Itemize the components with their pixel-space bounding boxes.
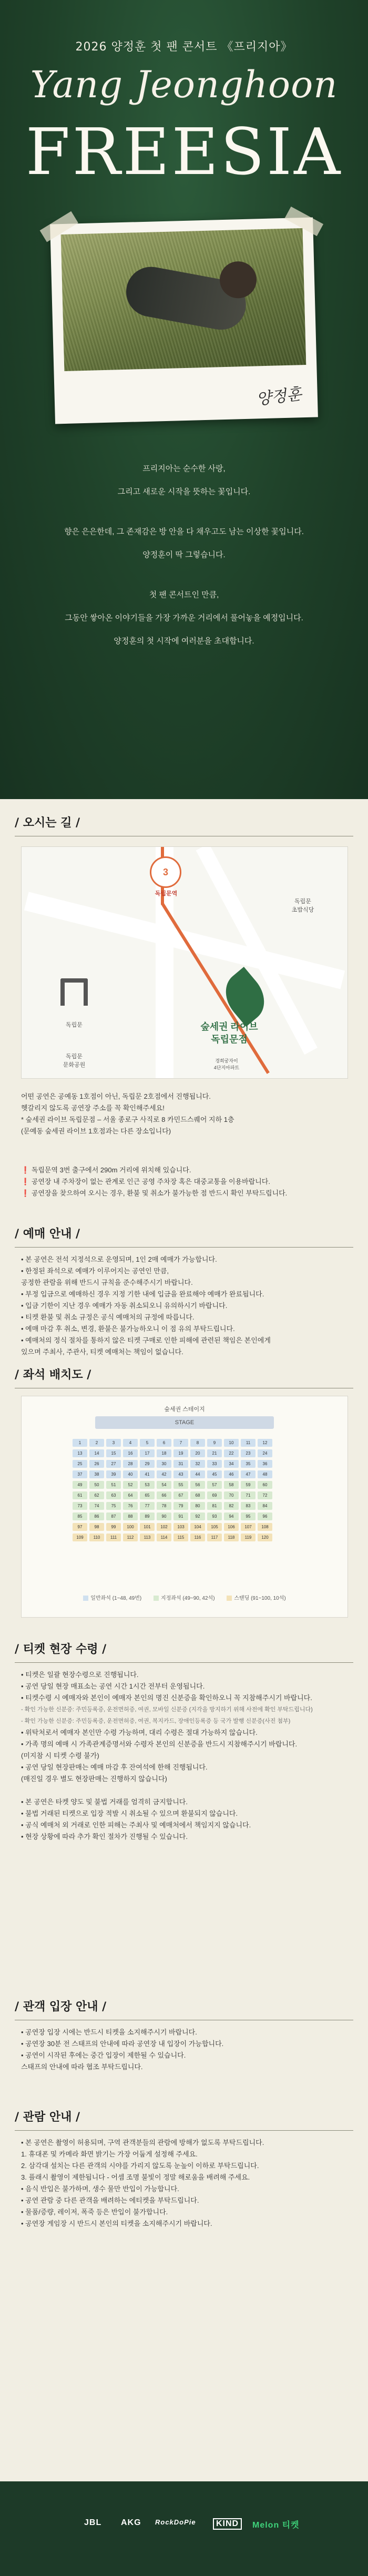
seat: 100 bbox=[123, 1523, 138, 1531]
seat: 73 bbox=[73, 1502, 87, 1510]
seat: 113 bbox=[140, 1534, 155, 1541]
seat: 6 bbox=[157, 1439, 171, 1447]
artist-photo bbox=[61, 228, 306, 371]
seat: 101 bbox=[140, 1523, 155, 1531]
seat: 114 bbox=[157, 1534, 171, 1541]
seat: 56 bbox=[190, 1481, 205, 1489]
seat: 9 bbox=[207, 1439, 222, 1447]
seat: 4 bbox=[123, 1439, 138, 1447]
seat: 102 bbox=[157, 1523, 171, 1531]
seat: 77 bbox=[140, 1502, 155, 1510]
station-label: 독립문역 bbox=[155, 891, 178, 897]
seat: 32 bbox=[190, 1460, 205, 1468]
seat: 10 bbox=[224, 1439, 239, 1447]
venue-label: 숲세권 라이브 독립문점 bbox=[200, 1021, 258, 1045]
footer bbox=[0, 2481, 368, 2576]
booking-text: • 본 공연은 전석 지정석으로 운영되며, 1인 2매 예매가 가능합니다. • 한정된 좌석으로 예매가 이루어지는 공연인 만큼, 공정한 관람을 위해 반드시 규칙을 준수해주시기 바랍니다. • 부정 입금으로 예매하신 경우 지정 기한 내에 입금을 완료해야 예매가 완료됩니다. • 입금 기한이 지난 경우 예매가 자동 취소되오니 유의하시기 바랍니다. • 티켓 환불 및 취소 규정은 공식 예매처의 규정에 따릅니다. • 예매 마감 후 취소, 변경, 환불은 불가능하오니 이 점 유의 부탁드립니다. • 예매처의 정식 절차를 통하지 않은 티켓 구매로 인한 피해에 관련된 책임은 본인에게 있으며 주최사, 주관사, 티켓 예매처는 책임이 없습니다. bbox=[21, 1255, 271, 1356]
seating-title: / 좌석 배치도 / bbox=[15, 1368, 91, 1382]
seat: 69 bbox=[207, 1491, 222, 1499]
seat: 79 bbox=[173, 1502, 188, 1510]
seat: 27 bbox=[106, 1460, 121, 1468]
seat: 3 bbox=[106, 1439, 121, 1447]
seat: 92 bbox=[190, 1512, 205, 1520]
brand-jbl: JBL bbox=[84, 2518, 102, 2527]
seat: 109 bbox=[73, 1534, 87, 1541]
exit-number: 3 bbox=[150, 856, 181, 888]
ticket-text: • 티켓은 일괄 현장수령으로 진행됩니다. • 공연 당일 현장 매표소는 공연 시간 1시간 전부터 운영됩니다. • 티켓수령 시 예매자와 본인이 예매자 본인의 명진 신분증을 확인하오니 꼭 지참해주시기 바랍니다. - 확인 가능한 신분증: 주민등록증, 운전면허증, 여권, 모바일 신분증 (지각을 방지하기 위해 사전에 확인 부탁드립니다) - 확인 가능한 신분증: 주민등록증, 운전면허증, 여권, 복지카드, 장애인등록증 등 국가 발행 신분증(사진 첨부) • 위탁처로서 예매자 본인만 수령 가능하며, 대리 수령은 절대 가능하지 않습니다. • 가족 명의 예매 시 가족관계증명서와 수령자 본인의 신분증을 반드시 지참해주시기 바랍니다. (미지참 시 티켓 수령 불가) • 공연 당일 현장판매는 예매 마감 후 잔여석에 한해 진행됩니다. (매진일 경우 별도 현장판매는 진행하지 않습니다) • 본 공연은 타켓 양도 및 불법 거래를 엄격히 금지합니다. • 불법 거래된 티켓으로 입장 적발 시 취소될 수 있으며 환불되지 않습니다. • 공식 예매처 외 거래로 인한 피해는 주최사 및 예매처에서 책임지지 않습니다. • 현장 상황에 따라 추가 확인 절차가 진행될 수 있습니다. bbox=[21, 1671, 313, 1841]
viewing-title: / 관람 안내 / bbox=[15, 2111, 80, 2124]
seat: 88 bbox=[123, 1512, 138, 1520]
hall-label: 독립문 문화공원 bbox=[63, 1054, 86, 1068]
divider bbox=[15, 1247, 353, 1248]
seat: 45 bbox=[207, 1470, 222, 1478]
seat: 37 bbox=[73, 1470, 87, 1478]
seat: 28 bbox=[123, 1460, 138, 1468]
seat: 111 bbox=[106, 1534, 121, 1541]
seat: 39 bbox=[106, 1470, 121, 1478]
seat: 104 bbox=[190, 1523, 205, 1531]
seat: 83 bbox=[241, 1502, 255, 1510]
directions-notes: ❗ 독립문역 3번 출구에서 290m 거리에 위치해 있습니다. ❗ 공연장 내 주차장이 없는 관계로 인근 공영 주차장 혹은 대중교통을 이용바랍니다. ❗ 공연장을 찾으하여 오시는 경우, 환불 및 취소가 불가능한 점 반드시 확인 부탁드립니다. bbox=[21, 1166, 288, 1197]
intro-paragraph-2: 향은 은은한데, 그 존재감은 방 안을 다 채우고도 남는 이상한 꽃입니다. 양정훈이 딱 그렇습니다. bbox=[64, 527, 304, 559]
seat: 70 bbox=[224, 1491, 239, 1499]
seat: 61 bbox=[73, 1491, 87, 1499]
seat: 36 bbox=[258, 1460, 272, 1468]
seat: 84 bbox=[258, 1502, 272, 1510]
seat: 14 bbox=[89, 1449, 104, 1457]
seat: 85 bbox=[73, 1512, 87, 1520]
seat: 98 bbox=[89, 1523, 104, 1531]
seat: 5 bbox=[140, 1439, 155, 1447]
seat: 49 bbox=[73, 1481, 87, 1489]
gate-label: 독립문 bbox=[66, 1022, 83, 1028]
seat: 57 bbox=[207, 1481, 222, 1489]
seat-grid bbox=[71, 1437, 298, 1542]
seat: 11 bbox=[241, 1439, 255, 1447]
seat: 48 bbox=[258, 1470, 272, 1478]
signature: 양정훈 bbox=[255, 384, 303, 409]
gate-icon bbox=[53, 978, 95, 1015]
seat: 31 bbox=[173, 1460, 188, 1468]
seat: 107 bbox=[241, 1523, 255, 1531]
seat: 29 bbox=[140, 1460, 155, 1468]
seat: 46 bbox=[224, 1470, 239, 1478]
seat: 117 bbox=[207, 1534, 222, 1541]
seat: 26 bbox=[89, 1460, 104, 1468]
seat: 13 bbox=[73, 1449, 87, 1457]
seat: 72 bbox=[258, 1491, 272, 1499]
seat: 112 bbox=[123, 1534, 138, 1541]
seat: 119 bbox=[241, 1534, 255, 1541]
seat: 16 bbox=[123, 1449, 138, 1457]
event-header: 2026 양정훈 첫 팬 콘서트 《프리지아》 bbox=[75, 40, 293, 54]
seat: 34 bbox=[224, 1460, 239, 1468]
seat: 96 bbox=[258, 1512, 272, 1520]
seat: 2 bbox=[89, 1439, 104, 1447]
seat: 52 bbox=[123, 1481, 138, 1489]
seat: 44 bbox=[190, 1470, 205, 1478]
divider bbox=[15, 2130, 353, 2131]
seat: 65 bbox=[140, 1491, 155, 1499]
seat: 22 bbox=[224, 1449, 239, 1457]
seat: 53 bbox=[140, 1481, 155, 1489]
seat: 58 bbox=[224, 1481, 239, 1489]
seat: 54 bbox=[157, 1481, 171, 1489]
venue-name: 숲세권 스테이지 bbox=[164, 1406, 205, 1413]
seat: 25 bbox=[73, 1460, 87, 1468]
seat: 47 bbox=[241, 1470, 255, 1478]
seat: 63 bbox=[106, 1491, 121, 1499]
seat: 75 bbox=[106, 1502, 121, 1510]
seat: 21 bbox=[207, 1449, 222, 1457]
seat: 89 bbox=[140, 1512, 155, 1520]
seat-legend: 일반좌석 (1~48, 49번) 지정좌석 (49~90, 42석) 스탠딩 (91~100, 10석) bbox=[22, 1593, 347, 1601]
seat: 50 bbox=[89, 1481, 104, 1489]
seat: 67 bbox=[173, 1491, 188, 1499]
seat: 42 bbox=[157, 1470, 171, 1478]
seat: 17 bbox=[140, 1449, 155, 1457]
seat: 23 bbox=[241, 1449, 255, 1457]
seat: 91 bbox=[173, 1512, 188, 1520]
seat: 30 bbox=[157, 1460, 171, 1468]
seat: 94 bbox=[224, 1512, 239, 1520]
seat: 15 bbox=[106, 1449, 121, 1457]
apt-label: 경희궁자이 4단지아파트 bbox=[213, 1058, 240, 1070]
seat: 74 bbox=[89, 1502, 104, 1510]
seat: 86 bbox=[89, 1512, 104, 1520]
cafe-label: 독립문 초밥식당 bbox=[291, 898, 314, 913]
seat: 1 bbox=[73, 1439, 87, 1447]
seat: 115 bbox=[173, 1534, 188, 1541]
seat: 20 bbox=[190, 1449, 205, 1457]
directions-text: 어떤 공연은 공예동 1호점이 아닌, 독립문 2호점에서 진행됩니다. 헷갈리지 않도록 공연장 주소를 꼭 확인해주세요! * 숲세권 라이브 독립문점 – 서울 종로구 사직로 8 카민드스퀘어 지하 1층 (문예동 숲세권 라이브 1호점과는 다른 장소입니다) bbox=[21, 1092, 234, 1135]
seating-chart bbox=[21, 1396, 348, 1618]
seat: 66 bbox=[157, 1491, 171, 1499]
ticket-title: / 티켓 현장 수령 / bbox=[15, 1643, 107, 1656]
seat: 43 bbox=[173, 1470, 188, 1478]
seat: 95 bbox=[241, 1512, 255, 1520]
booking-title: / 예매 안내 / bbox=[15, 1228, 80, 1241]
seat: 103 bbox=[173, 1523, 188, 1531]
polaroid-photo bbox=[50, 218, 318, 424]
brand-akg: AKG bbox=[121, 2518, 141, 2527]
seat: 106 bbox=[224, 1523, 239, 1531]
seat: 78 bbox=[157, 1502, 171, 1510]
brand-kind: KIND bbox=[213, 2518, 242, 2530]
seat: 40 bbox=[123, 1470, 138, 1478]
seat: 90 bbox=[157, 1512, 171, 1520]
seat: 118 bbox=[224, 1534, 239, 1541]
seat: 110 bbox=[89, 1534, 104, 1541]
seat: 12 bbox=[258, 1439, 272, 1447]
intro-paragraph-1: 프리지아는 순수한 사랑, 그리고 새로운 시작을 뜻하는 꽃입니다. bbox=[117, 464, 251, 496]
viewing-text: • 본 공연은 촬영이 허용되며, 구역 관객분들의 관람에 방해가 없도록 부탁드립니다. 1. 휴대폰 및 카메라 화면 밝기는 가장 어둡게 설정해 주세요. 2. 삼각대 설치는 다른 관객의 시야를 가리지 않도록 눈높이 이하로 부탁드립니다. 3. 플래시 촬영이 제한됩니다 - 어셈 조명 불빛이 정말 해로움을 배려해 주세요. • 음식 반입은 불가하며, 생수 물만 반입이 가능합니다. • 공연 관람 중 다른 관객을 배려하는 에티켓을 부탁드립니다. • 물품/증량, 레이저, 폭죽 등은 반입이 불가합니다. • 공연장 게임장 시 반드시 본인의 티켓을 소지해주시기 바랍니다. bbox=[21, 2139, 264, 2227]
seat: 71 bbox=[241, 1491, 255, 1499]
brand-melon: Melon 티켓 bbox=[252, 2521, 300, 2530]
seat: 120 bbox=[258, 1534, 272, 1541]
seat: 81 bbox=[207, 1502, 222, 1510]
seat: 99 bbox=[106, 1523, 121, 1531]
seat: 105 bbox=[207, 1523, 222, 1531]
seat: 41 bbox=[140, 1470, 155, 1478]
seat: 116 bbox=[190, 1534, 205, 1541]
seat: 80 bbox=[190, 1502, 205, 1510]
concert-title: FREESIA bbox=[25, 115, 343, 189]
seat: 18 bbox=[157, 1449, 171, 1457]
entry-title: / 관객 입장 안내 / bbox=[15, 2000, 107, 2013]
seat: 24 bbox=[258, 1449, 272, 1457]
seat: 76 bbox=[123, 1502, 138, 1510]
seat: 82 bbox=[224, 1502, 239, 1510]
divider bbox=[15, 1662, 353, 1663]
stage: STAGE bbox=[95, 1416, 274, 1429]
seat: 59 bbox=[241, 1481, 255, 1489]
seat: 55 bbox=[173, 1481, 188, 1489]
entry-text: • 공연장 입장 시에는 반드시 티켓을 소지해주시기 바랍니다. • 공연장 30분 전 스태프의 안내에 따라 공연장 내 입장이 가능합니다. • 공연이 시작된 후에는 중간 입장이 제한될 수 있습니다. 스태프의 안내에 따라 협조 부탁드립니다. bbox=[21, 2028, 224, 2071]
seat: 108 bbox=[258, 1523, 272, 1531]
seat: 33 bbox=[207, 1460, 222, 1468]
seat: 87 bbox=[106, 1512, 121, 1520]
artist-script-name: Yang Jeonghoon bbox=[30, 63, 338, 106]
seat: 97 bbox=[73, 1523, 87, 1531]
seat: 64 bbox=[123, 1491, 138, 1499]
seat: 7 bbox=[173, 1439, 188, 1447]
seat: 68 bbox=[190, 1491, 205, 1499]
seat: 38 bbox=[89, 1470, 104, 1478]
location-map[interactable] bbox=[21, 846, 348, 1079]
seat: 62 bbox=[89, 1491, 104, 1499]
brand-rockdopie: RockDoPie bbox=[155, 2518, 196, 2526]
seat: 8 bbox=[190, 1439, 205, 1447]
seat: 60 bbox=[258, 1481, 272, 1489]
seat: 93 bbox=[207, 1512, 222, 1520]
seat: 51 bbox=[106, 1481, 121, 1489]
directions-title: / 오시는 길 / bbox=[15, 816, 80, 830]
seat: 35 bbox=[241, 1460, 255, 1468]
seat: 19 bbox=[173, 1449, 188, 1457]
intro-paragraph-3: 첫 팬 콘서트인 만큼, 그동안 쌓아온 이야기들을 가장 가까운 거리에서 풀어놓을 예정입니다. 양정훈의 첫 시작에 여러분을 초대합니다. bbox=[65, 590, 303, 646]
